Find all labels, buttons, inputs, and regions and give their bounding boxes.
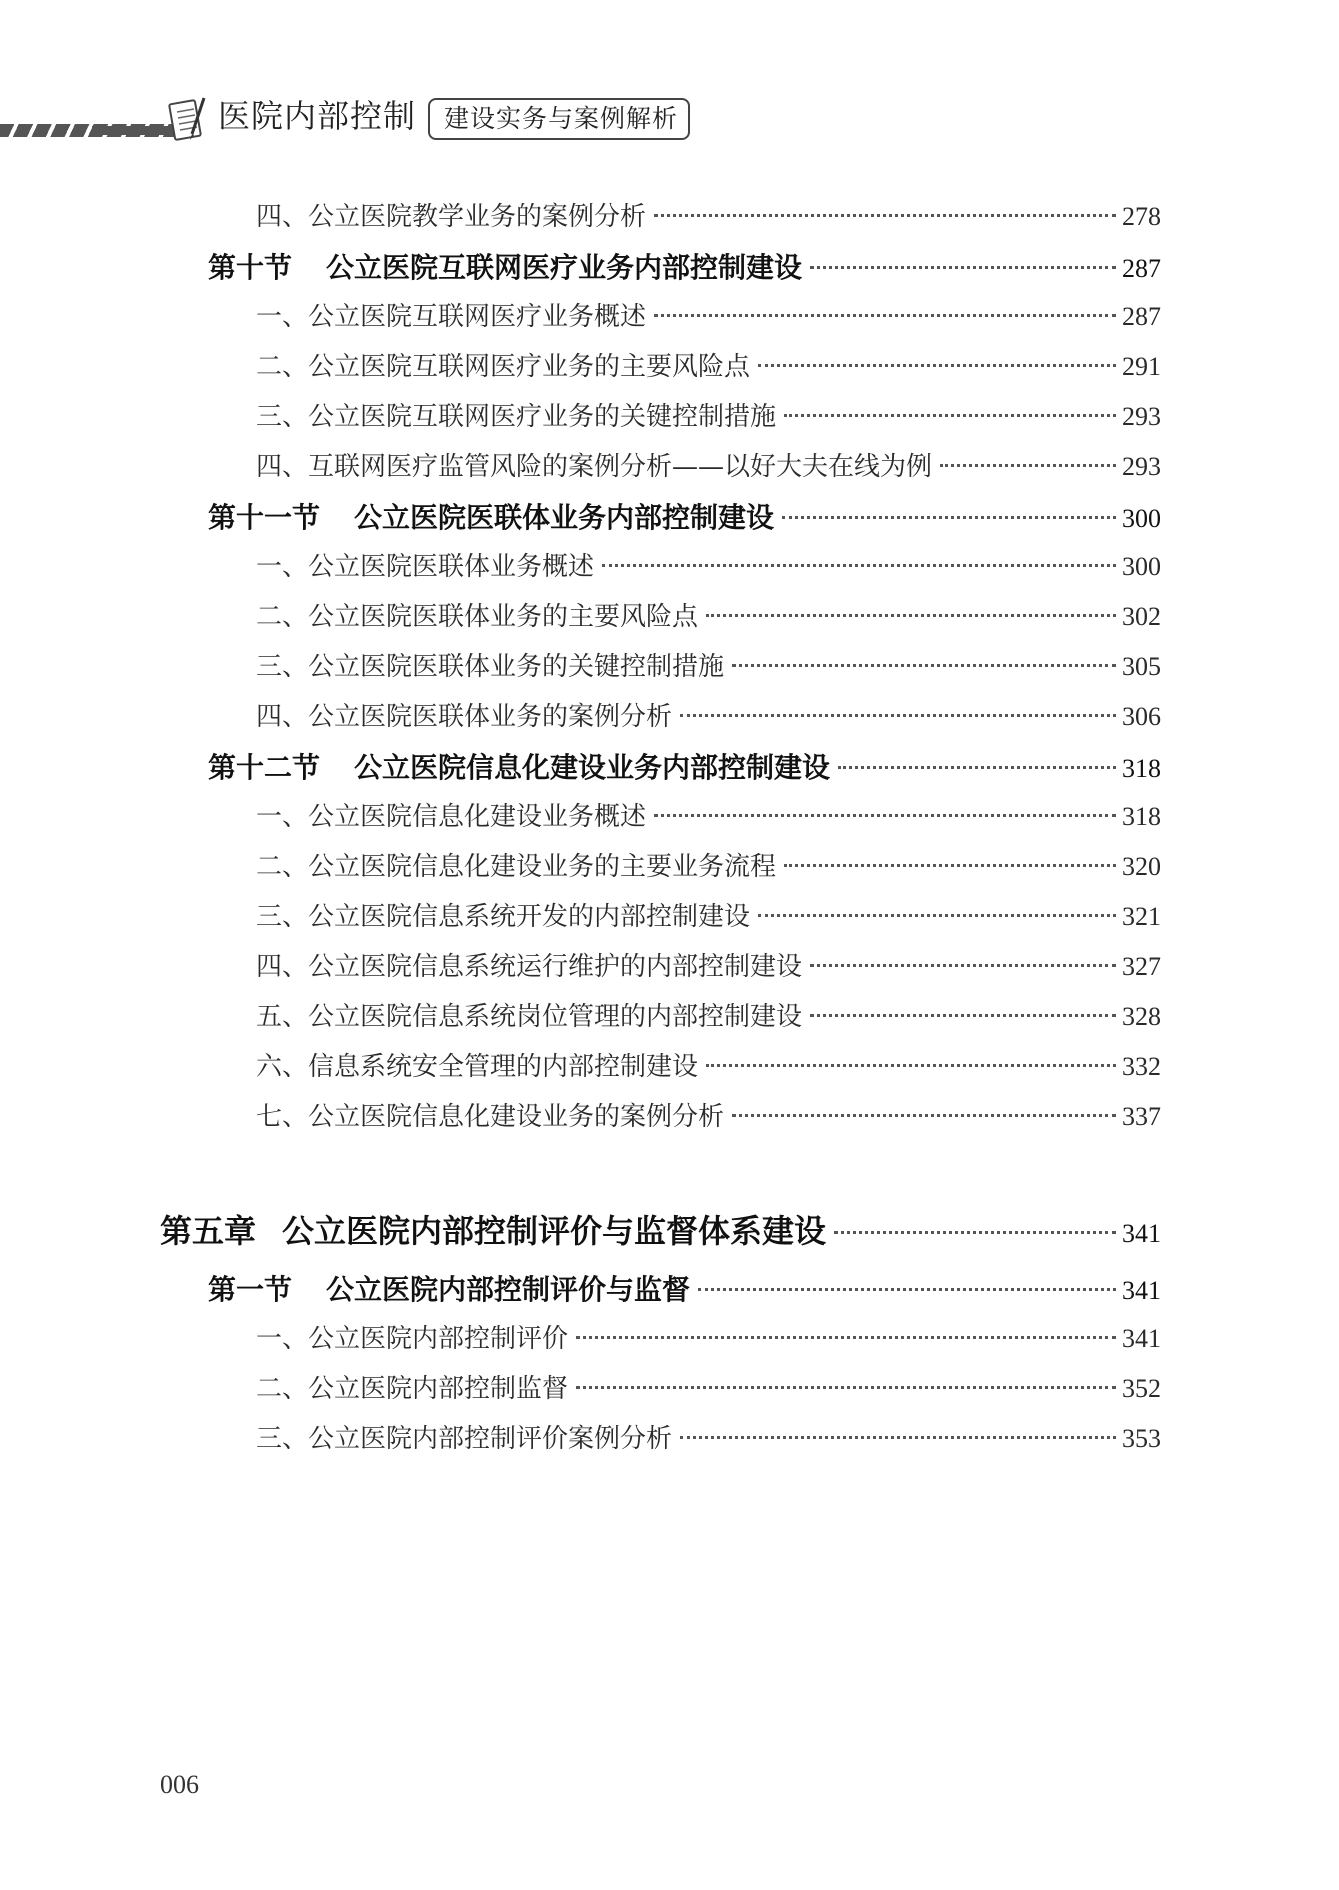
toc-entry-title: 三、公立医院互联网医疗业务的关键控制措施	[256, 402, 777, 432]
toc-item-row[interactable]	[256, 896, 1161, 936]
toc-entry-label	[208, 746, 830, 786]
running-header	[0, 88, 1339, 158]
toc-entry-label	[256, 896, 750, 933]
toc-entry-title: 五、公立医院信息系统岗位管理的内部控制建设	[256, 1002, 803, 1032]
toc-entry-title: 四、公立医院医联体业务的案例分析	[256, 702, 673, 732]
toc-page-number: 341	[1122, 1324, 1161, 1353]
toc-page-number: 302	[1122, 602, 1161, 631]
toc-page-number: 300	[1122, 552, 1161, 581]
toc-item-row[interactable]	[256, 1368, 1161, 1408]
toc-leader-dots	[732, 664, 1116, 667]
toc-page-number: 320	[1122, 852, 1161, 881]
toc-item-row[interactable]	[256, 1318, 1161, 1358]
toc-leader-dots	[784, 864, 1116, 867]
toc-entry-title: 二、公立医院互联网医疗业务的主要风险点	[256, 352, 751, 382]
toc-section-row[interactable]	[208, 1268, 1161, 1308]
toc-page-number: 305	[1122, 652, 1161, 681]
toc-page-number: 332	[1122, 1052, 1161, 1081]
toc-leader-dots	[940, 464, 1116, 467]
toc-item-row[interactable]	[256, 646, 1161, 686]
toc-leader-dots	[782, 516, 1116, 519]
toc-leader-dots	[654, 214, 1116, 217]
toc-page-number: 287	[1122, 254, 1161, 283]
page-number: 006	[160, 1770, 199, 1799]
toc-item-row[interactable]	[256, 946, 1161, 986]
toc-entry-label	[256, 646, 724, 683]
toc-entry-title: 一、公立医院内部控制评价	[256, 1324, 569, 1354]
toc-entry-label	[256, 996, 802, 1033]
toc-entry-title: 七、公立医院信息化建设业务的案例分析	[256, 1102, 725, 1132]
toc-item-row[interactable]	[256, 846, 1161, 886]
toc-entry-label	[160, 1206, 826, 1252]
toc-entry-label	[256, 1096, 724, 1133]
toc-leader-dots	[810, 1014, 1116, 1017]
toc-page-number: 341	[1122, 1219, 1161, 1248]
toc-entry-label	[256, 196, 646, 233]
toc-leader-dots	[576, 1386, 1116, 1389]
toc-leader-dots	[706, 614, 1116, 617]
toc-item-row[interactable]	[256, 296, 1161, 336]
toc-entry-title: 公立医院互联网医疗业务内部控制建设	[326, 251, 803, 284]
toc-page-number: 287	[1122, 302, 1161, 331]
toc-entry-title: 二、公立医院信息化建设业务的主要业务流程	[256, 852, 777, 882]
toc-entry-title: 四、公立医院教学业务的案例分析	[256, 202, 647, 232]
toc-page-number: 327	[1122, 952, 1161, 981]
toc-page-number: 318	[1122, 802, 1161, 831]
toc-entry-label	[208, 246, 802, 286]
toc-entry-label	[208, 1268, 690, 1308]
toc-page-number: 318	[1122, 754, 1161, 783]
toc-entry-title: 三、公立医院信息系统开发的内部控制建设	[256, 902, 751, 932]
book-subtitle: 建设实务与案例解析	[428, 98, 690, 140]
toc-entry-title: 公立医院内部控制评价与监督体系建设	[282, 1212, 827, 1250]
toc-leader-dots	[680, 714, 1116, 717]
toc-page-number: 352	[1122, 1374, 1161, 1403]
toc-entry-title: 公立医院内部控制评价与监督	[326, 1273, 691, 1306]
toc-section-row[interactable]	[208, 496, 1161, 536]
toc-page-number: 300	[1122, 504, 1161, 533]
toc-entry-label	[256, 596, 698, 633]
toc-entry-label	[256, 1418, 672, 1455]
toc-item-row[interactable]	[256, 696, 1161, 736]
toc-page-number: 306	[1122, 702, 1161, 731]
toc-section-row[interactable]	[208, 246, 1161, 286]
toc-entry-number: 第十一节	[208, 501, 321, 534]
toc-leader-dots	[698, 1288, 1116, 1291]
toc-item-row[interactable]	[256, 196, 1161, 236]
toc-entry-number: 第一节	[208, 1273, 293, 1306]
toc-item-row[interactable]	[256, 996, 1161, 1036]
toc-entry-title: 二、公立医院医联体业务的主要风险点	[256, 602, 699, 632]
toc-page-number: 293	[1122, 452, 1161, 481]
toc-page-number: 353	[1122, 1424, 1161, 1453]
toc-leader-dots	[654, 314, 1116, 317]
book-title: 医院内部控制	[218, 97, 417, 135]
toc-page-number: 337	[1122, 1102, 1161, 1131]
toc-item-row[interactable]	[256, 446, 1161, 486]
toc-leader-dots	[706, 1064, 1116, 1067]
toc-entry-label	[256, 846, 776, 883]
toc-page-number: 341	[1122, 1276, 1161, 1305]
toc-entry-number: 第十节	[208, 251, 293, 284]
toc-entry-label	[256, 946, 802, 983]
toc-leader-dots	[758, 364, 1116, 367]
toc-entry-label	[256, 1368, 568, 1405]
toc-entry-label	[256, 446, 932, 483]
toc-page-number: 321	[1122, 902, 1161, 931]
toc-entry-label	[256, 1318, 568, 1355]
toc-leader-dots	[834, 1231, 1116, 1234]
toc-leader-dots	[732, 1114, 1116, 1117]
toc-entry-title: 公立医院医联体业务内部控制建设	[354, 501, 775, 534]
toc-item-row[interactable]	[256, 1096, 1161, 1136]
toc-leader-dots	[810, 266, 1116, 269]
toc-entry-number: 第十二节	[208, 751, 321, 784]
toc-leader-dots	[576, 1336, 1116, 1339]
toc-entry-title: 三、公立医院医联体业务的关键控制措施	[256, 652, 725, 682]
toc-entry-title: 四、互联网医疗监管风险的案例分析——以好大夫在线为例	[256, 452, 933, 482]
toc-entry-label	[256, 396, 776, 433]
notebook-pen-icon	[166, 94, 210, 146]
toc-chapter-row[interactable]	[160, 1206, 1161, 1250]
toc-entry-label	[256, 296, 646, 333]
toc-item-row[interactable]	[256, 596, 1161, 636]
toc-entry-title: 四、公立医院信息系统运行维护的内部控制建设	[256, 952, 803, 982]
toc-entry-title: 公立医院信息化建设业务内部控制建设	[354, 751, 831, 784]
toc-page-number: 291	[1122, 352, 1161, 381]
toc-page-number: 293	[1122, 402, 1161, 431]
toc-leader-dots	[654, 814, 1116, 817]
toc-entry-title: 一、公立医院信息化建设业务概述	[256, 802, 647, 832]
toc-item-row[interactable]	[256, 396, 1161, 436]
toc-entry-title: 二、公立医院内部控制监督	[256, 1374, 569, 1404]
toc-leader-dots	[758, 914, 1116, 917]
toc-entry-label	[256, 546, 594, 583]
toc-leader-dots	[838, 766, 1116, 769]
toc-entry-label	[256, 796, 646, 833]
toc-entry-title: 六、信息系统安全管理的内部控制建设	[256, 1052, 699, 1082]
toc-section-row[interactable]	[208, 746, 1161, 786]
toc-page-number: 278	[1122, 202, 1161, 231]
toc-item-row[interactable]	[256, 546, 1161, 586]
toc-entry-title: 一、公立医院医联体业务概述	[256, 552, 595, 582]
toc-item-row[interactable]	[256, 346, 1161, 386]
toc-leader-dots	[810, 964, 1116, 967]
toc-entry-label	[256, 346, 750, 383]
toc-leader-dots	[602, 564, 1116, 567]
toc-entry-label	[256, 696, 672, 733]
toc-entry-title: 三、公立医院内部控制评价案例分析	[256, 1424, 673, 1454]
toc-leader-dots	[680, 1436, 1116, 1439]
toc-page-number: 328	[1122, 1002, 1161, 1031]
toc-entry-label	[256, 1046, 698, 1083]
toc-entry-title: 一、公立医院互联网医疗业务概述	[256, 302, 647, 332]
toc-item-row[interactable]	[256, 796, 1161, 836]
toc-entry-number: 第五章	[160, 1212, 257, 1250]
toc-entry-label	[208, 496, 774, 536]
toc-item-row[interactable]	[256, 1418, 1161, 1458]
toc-leader-dots	[784, 414, 1116, 417]
toc-item-row[interactable]	[256, 1046, 1161, 1086]
